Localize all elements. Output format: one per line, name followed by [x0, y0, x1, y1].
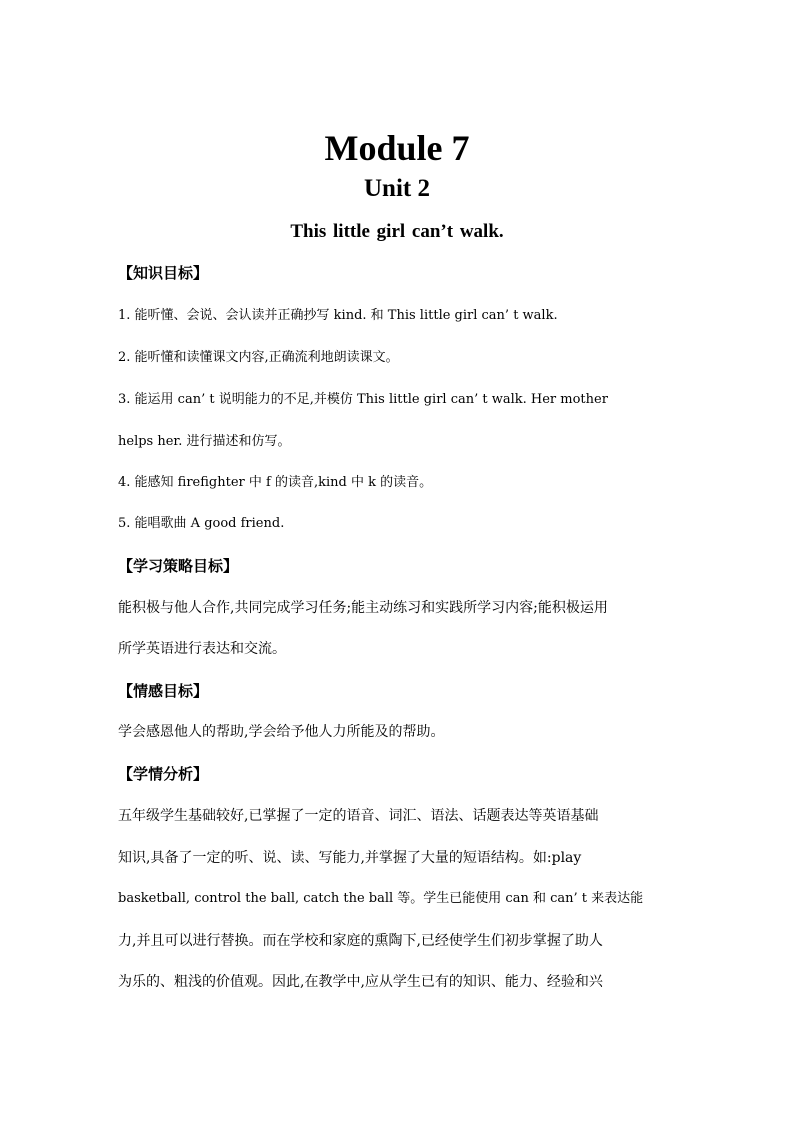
knowledge-goals-heading: 【知识目标】: [118, 264, 209, 282]
knowledge-goal-item: 1. 能听懂、会说、会认读并正确抄写 kind. 和 This little girl can’ t walk.: [118, 308, 558, 323]
strategy-goals-text: 所学英语进行表达和交流。: [118, 641, 286, 657]
knowledge-goal-item: 2. 能听懂和读懂课文内容,正确流利地朗读课文。: [118, 350, 399, 365]
knowledge-goal-item: 3. 能运用 can’ t 说明能力的不足,并模仿 This little girl can’ t walk. Her mother: [118, 392, 608, 407]
learner-analysis-heading: 【学情分析】: [118, 765, 209, 783]
learner-analysis-text: 知识,具备了一定的听、说、读、写能力,并掌握了大量的短语结构。如:play: [118, 850, 582, 866]
learner-analysis-text: 为乐的、粗浅的价值观。因此,在教学中,应从学生已有的知识、能力、经验和兴: [118, 974, 603, 990]
module-title: Module 7: [324, 128, 470, 168]
learner-analysis-text: basketball, control the ball, catch the ball 等。学生已能使用 can 和 can’ t 来表达能: [118, 891, 644, 906]
emotion-goals-heading: 【情感目标】: [118, 682, 209, 700]
learner-analysis-text: 五年级学生基础较好,已掌握了一定的语音、词汇、语法、话题表达等英语基础: [118, 808, 599, 824]
lesson-title: This little girl can’t walk.: [290, 221, 504, 242]
knowledge-goal-item: 4. 能感知 firefighter 中 f 的读音,kind 中 k 的读音。: [118, 475, 433, 490]
unit-title: Unit 2: [364, 175, 430, 202]
emotion-goals-text: 学会感恩他人的帮助,学会给予他人力所能及的帮助。: [118, 724, 445, 740]
learner-analysis-text: 力,并且可以进行替换。而在学校和家庭的熏陶下,已经使学生们初步掌握了助人: [118, 933, 603, 949]
knowledge-goal-item: helps her. 进行描述和仿写。: [118, 434, 291, 449]
strategy-goals-text: 能积极与他人合作,共同完成学习任务;能主动练习和实践所学习内容;能积极运用: [118, 600, 608, 616]
strategy-goals-heading: 【学习策略目标】: [118, 557, 239, 575]
knowledge-goal-item: 5. 能唱歌曲 A good friend.: [118, 516, 285, 531]
